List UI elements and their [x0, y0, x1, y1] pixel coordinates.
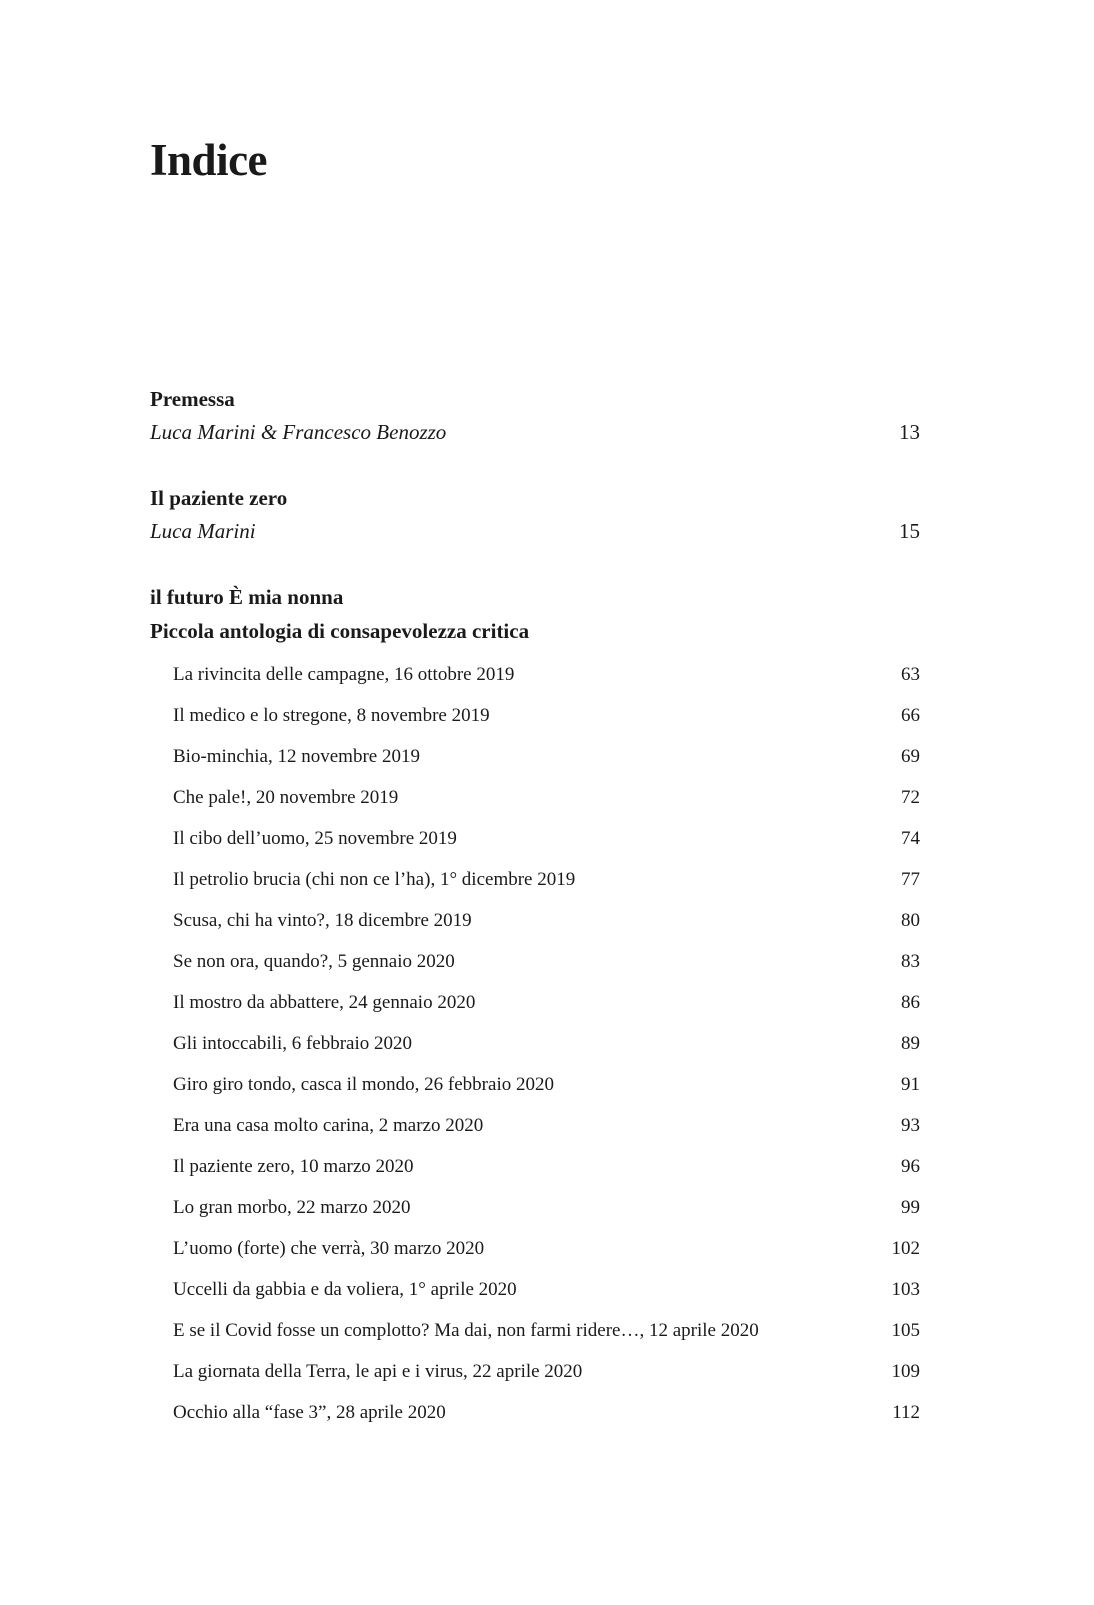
section-author: Luca Marini & Francesco Benozzo	[150, 420, 447, 444]
page-number: 112	[892, 1402, 920, 1423]
toc-entry	[150, 982, 920, 1023]
toc-entry	[150, 941, 920, 982]
toc-entry	[150, 818, 920, 859]
entry-title: Giro giro tondo, casca il mondo, 26 febbraio 2020	[173, 1074, 554, 1095]
section-title: Premessa	[150, 387, 235, 411]
entry-title: Il paziente zero, 10 marzo 2020	[173, 1156, 414, 1177]
page-number: 91	[901, 1074, 920, 1095]
toc-entry	[150, 1351, 920, 1392]
entry-title: Se non ora, quando?, 5 gennaio 2020	[173, 951, 455, 972]
page-number: 83	[901, 951, 920, 972]
page-number: 15	[899, 519, 920, 543]
entry-title: Uccelli da gabbia e da voliera, 1° aprile 2020	[173, 1279, 517, 1300]
toc-entry	[150, 1228, 920, 1269]
section-author-row	[150, 515, 920, 548]
table-of-contents	[150, 382, 920, 1433]
entry-title: E se il Covid fosse un complotto? Ma dai, non farmi ridere…, 12 aprile 2020	[173, 1320, 759, 1341]
anthology-subtitle: Piccola antologia di consapevolezza critica	[150, 619, 530, 643]
toc-entry	[150, 1310, 920, 1351]
entry-title: Il medico e lo stregone, 8 novembre 2019	[173, 705, 490, 726]
toc-section-premessa	[150, 382, 920, 449]
page-number: 96	[901, 1156, 920, 1177]
entry-title: Bio-minchia, 12 novembre 2019	[173, 746, 420, 767]
toc-entry	[150, 1064, 920, 1105]
page-number: 105	[891, 1320, 920, 1341]
toc-entry	[150, 1105, 920, 1146]
toc-entry	[150, 1023, 920, 1064]
page-number: 103	[891, 1279, 920, 1300]
page-number: 77	[901, 869, 920, 890]
toc-section-anthology	[150, 580, 920, 1433]
page-number: 74	[901, 828, 920, 849]
page-number: 102	[891, 1238, 920, 1259]
entry-title: La giornata della Terra, le api e i virus, 22 aprile 2020	[173, 1361, 583, 1382]
anthology-title: il futuro È mia nonna	[150, 585, 344, 609]
anthology-entries	[150, 654, 920, 1433]
toc-entry	[150, 900, 920, 941]
page-number: 66	[901, 705, 920, 726]
toc-entry	[150, 859, 920, 900]
entry-title: Scusa, chi ha vinto?, 18 dicembre 2019	[173, 910, 472, 931]
entry-title: Che pale!, 20 novembre 2019	[173, 787, 399, 808]
page-number: 80	[901, 910, 920, 931]
page-number: 13	[899, 420, 920, 444]
toc-entry	[150, 777, 920, 818]
entry-title: Il petrolio brucia (chi non ce l’ha), 1° dicembre 2019	[173, 869, 576, 890]
page-number: 72	[901, 787, 920, 808]
section-title: Il paziente zero	[150, 486, 288, 510]
entry-title: Lo gran morbo, 22 marzo 2020	[173, 1197, 411, 1218]
page-number: 63	[901, 664, 920, 685]
entry-title: Il mostro da abbattere, 24 gennaio 2020	[173, 992, 476, 1013]
page-number: 89	[901, 1033, 920, 1054]
toc-entry	[150, 1187, 920, 1228]
entry-title: L’uomo (forte) che verrà, 30 marzo 2020	[173, 1238, 485, 1259]
toc-entry	[150, 654, 920, 695]
section-author-row	[150, 416, 920, 449]
page-number: 86	[901, 992, 920, 1013]
entry-title: Occhio alla “fase 3”, 28 aprile 2020	[173, 1402, 446, 1423]
page-number: 93	[901, 1115, 920, 1136]
toc-section-paziente-zero	[150, 481, 920, 548]
section-author: Luca Marini	[150, 519, 256, 543]
toc-entry	[150, 736, 920, 777]
entry-title: Gli intoccabili, 6 febbraio 2020	[173, 1033, 413, 1054]
page-number: 99	[901, 1197, 920, 1218]
entry-title: Era una casa molto carina, 2 marzo 2020	[173, 1115, 484, 1136]
page-number: 109	[891, 1361, 920, 1382]
toc-entry	[150, 695, 920, 736]
toc-entry	[150, 1392, 920, 1433]
entry-title: Il cibo dell’uomo, 25 novembre 2019	[173, 828, 457, 849]
page-title: Indice	[150, 135, 268, 185]
entry-title: La rivincita delle campagne, 16 ottobre 2019	[173, 664, 515, 685]
page-number: 69	[901, 746, 920, 767]
toc-entry	[150, 1146, 920, 1187]
toc-entry	[150, 1269, 920, 1310]
